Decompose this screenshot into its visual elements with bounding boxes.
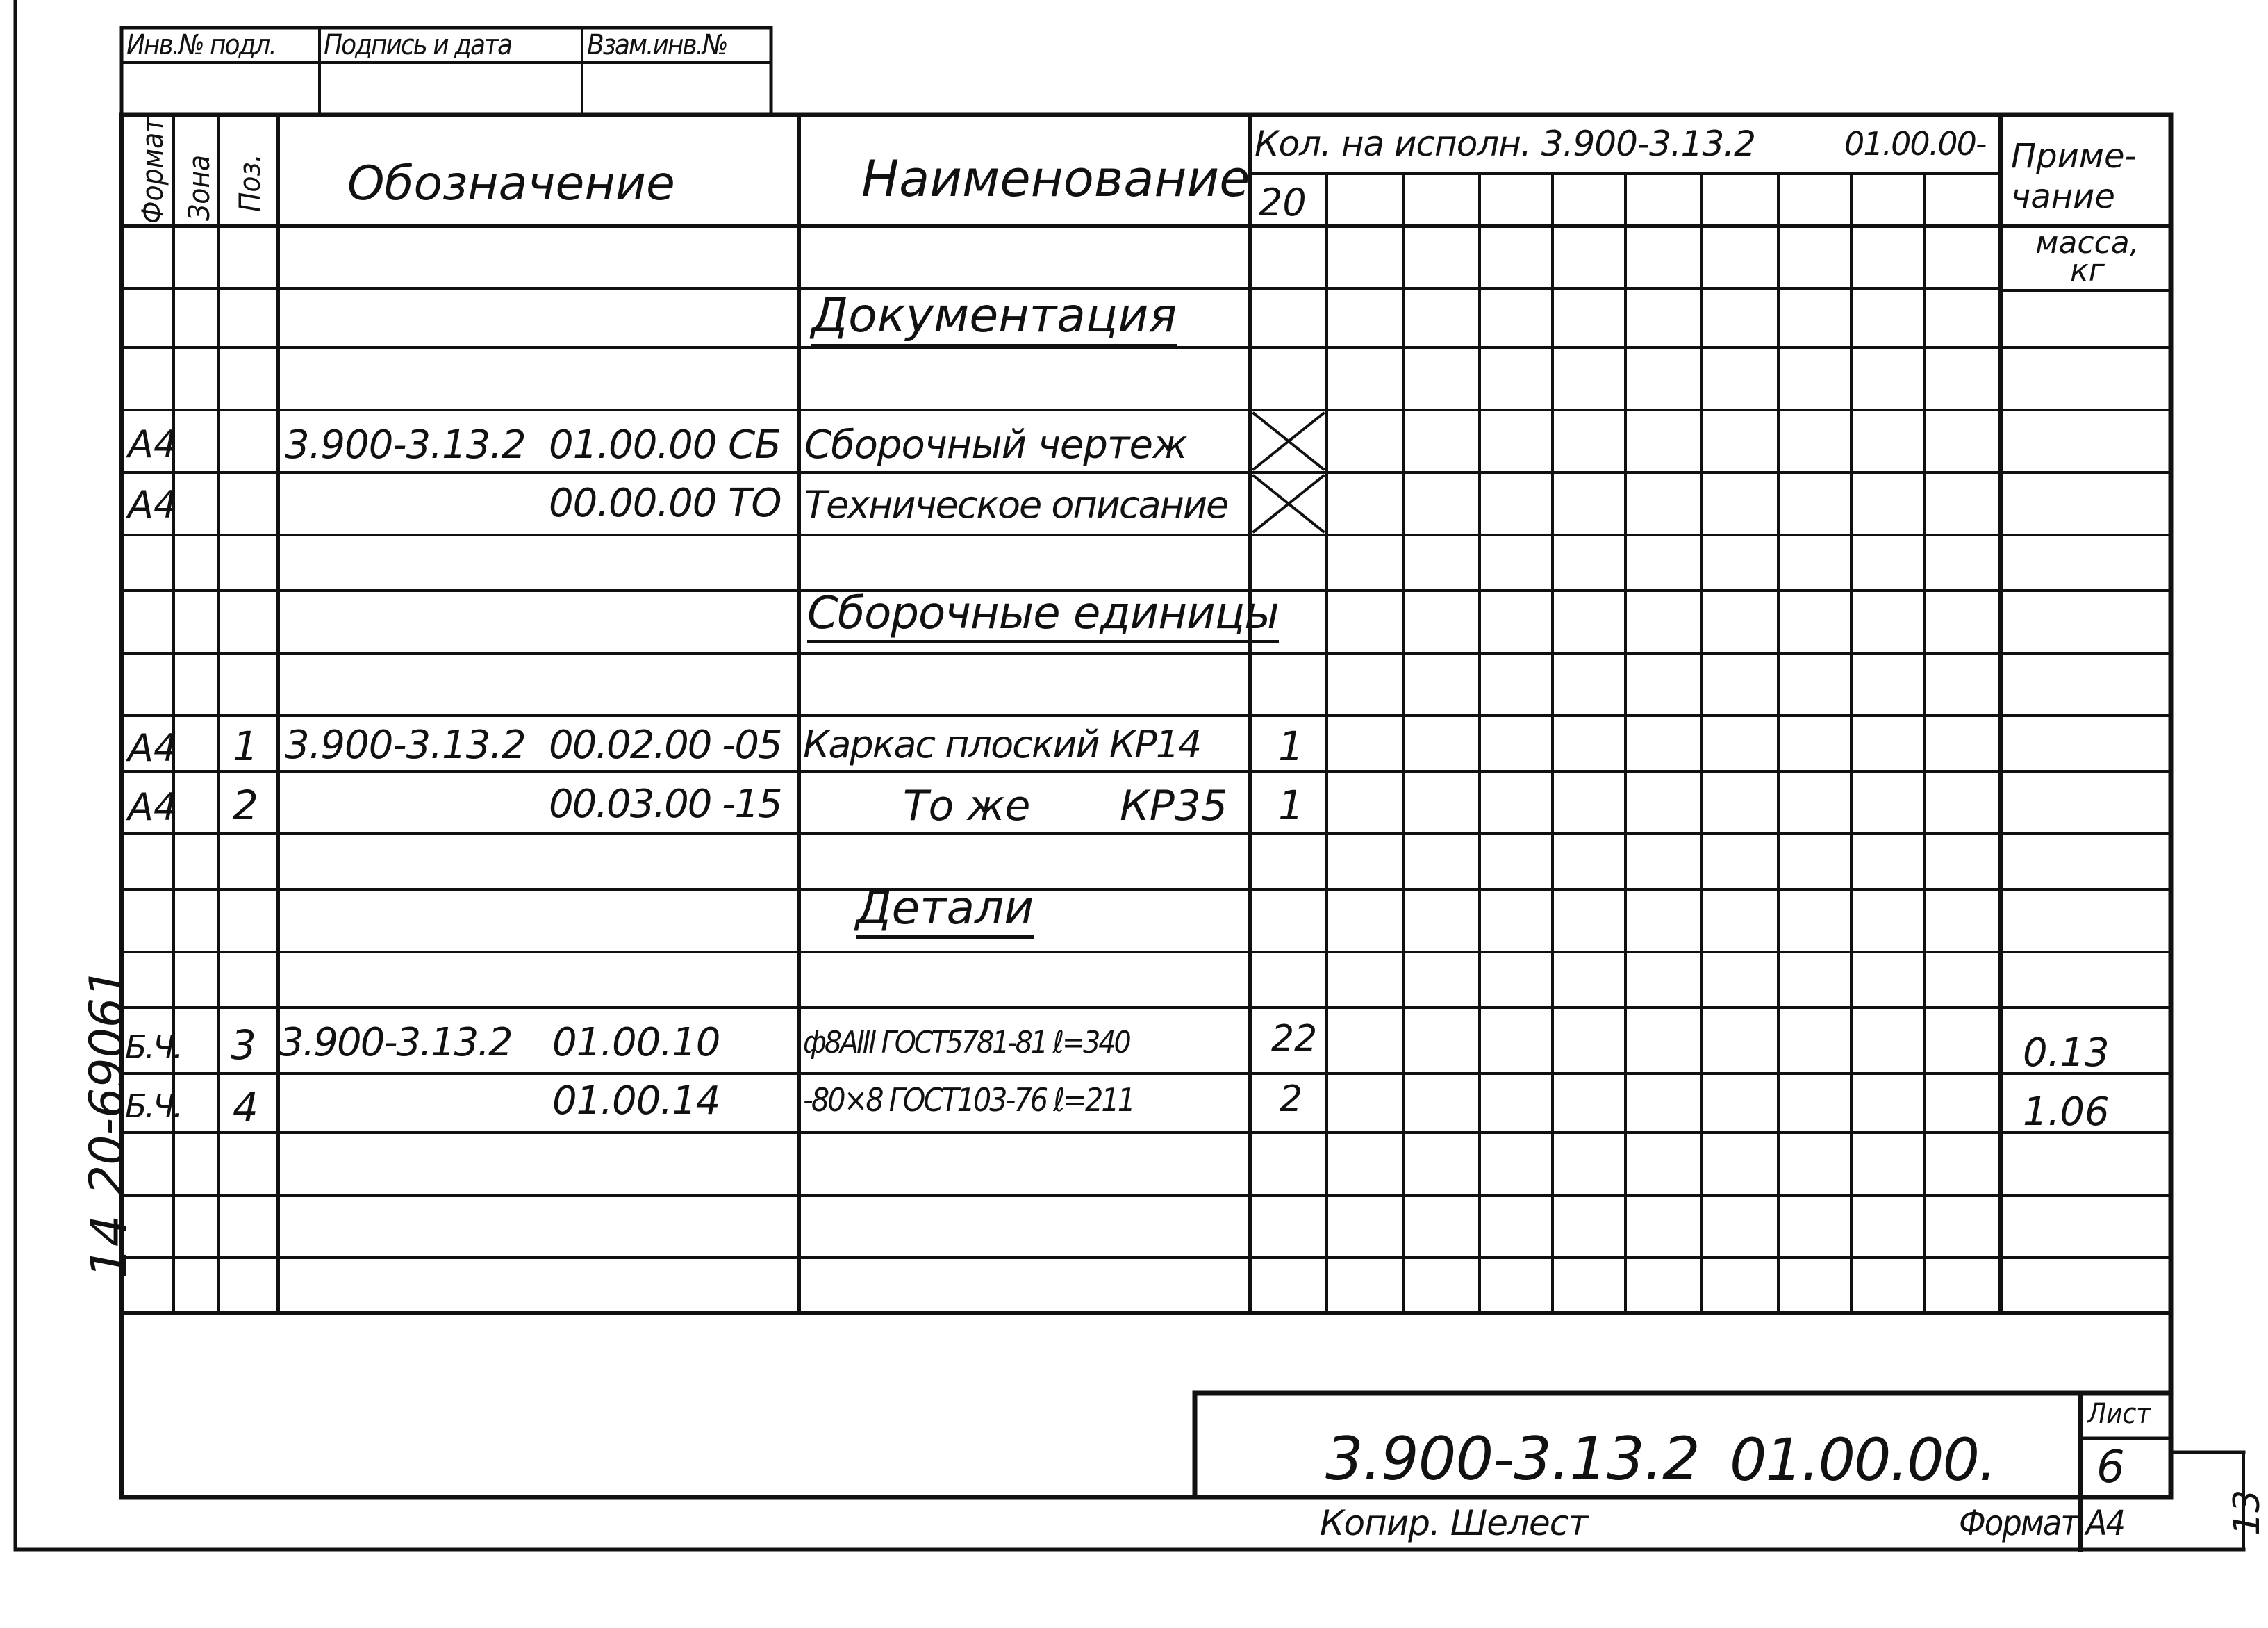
row3-name: Каркас плоский КР14 <box>803 723 1201 766</box>
header-primech: Приме-чание <box>2011 137 2137 216</box>
header-naimenovanie: Наименование <box>861 149 1250 208</box>
header-zona: Зона <box>182 154 216 221</box>
header-massa: масса, кг <box>2035 225 2139 288</box>
row4-designation2: 00.03.00 -15 <box>549 782 781 827</box>
row5-qty: 22 <box>1271 1018 1318 1060</box>
header-kol-title: Кол. на исполн. 3.900-3.13.2 <box>1255 124 1755 164</box>
stamp-inv-no: Инв.№ подл. <box>126 29 276 61</box>
side-number: 14 <box>80 1215 138 1278</box>
title-code: 01.00.00. <box>1730 1426 1996 1494</box>
row1-name: Сборочный чертеж <box>804 422 1187 468</box>
row3-format: А4 <box>128 726 178 770</box>
row1-designation2: 01.00.00 СБ <box>549 422 781 468</box>
section-assembly-units: Сборочные единицы <box>807 587 1279 643</box>
title-list-no: 6 <box>2096 1442 2125 1493</box>
row5-designation: 3.900-3.13.2 <box>279 1020 512 1065</box>
row4-format: А4 <box>128 785 178 829</box>
row5-format: Б.Ч. <box>125 1028 181 1066</box>
row2-designation2: 00.00.00 ТО <box>549 481 781 526</box>
row2-name: Техническое описание <box>804 483 1228 527</box>
side-code: 20-69061 <box>80 967 135 1195</box>
row6-pos: 4 <box>233 1084 258 1131</box>
row6-designation2: 01.00.14 <box>552 1078 720 1124</box>
title-list-label: Лист <box>2087 1398 2151 1430</box>
side-page-number: 13 <box>2226 1489 2268 1536</box>
stamp-sign-date: Подпись и дата <box>324 29 512 61</box>
row6-name: -80×8 ГОСТ103-76 ℓ=211 <box>803 1081 1134 1119</box>
stamp-vzam-inv: Взам.инв.№ <box>587 29 727 61</box>
row3-qty: 1 <box>1278 723 1304 770</box>
header-oboznachenie: Обозначение <box>347 156 675 211</box>
header-kol-first: 20 <box>1259 181 1307 224</box>
row6-mass: 1.06 <box>2023 1090 2110 1135</box>
row1-designation: 3.900-3.13.2 <box>285 422 526 468</box>
section-details: Детали <box>856 881 1034 939</box>
footer-format: Формат А4 <box>1959 1503 2125 1543</box>
row6-format: Б.Ч. <box>125 1087 181 1125</box>
row3-designation2: 00.02.00 -05 <box>549 723 781 768</box>
header-format: Формат <box>135 117 169 224</box>
row2-format: А4 <box>128 483 178 527</box>
row3-designation: 3.900-3.13.2 <box>285 723 526 768</box>
section-documentation: Документация <box>811 288 1177 347</box>
title-designation: 3.900-3.13.2 <box>1325 1424 1700 1494</box>
row4-qty: 1 <box>1278 782 1304 829</box>
row5-pos: 3 <box>231 1021 256 1069</box>
header-poz: Поз. <box>233 154 267 212</box>
row6-qty: 2 <box>1280 1078 1303 1120</box>
row3-pos: 1 <box>233 723 258 770</box>
row1-format: А4 <box>128 422 178 466</box>
header-kol-code: 01.00.00- <box>1844 125 1986 163</box>
row5-mass: 0.13 <box>2023 1030 2110 1076</box>
row4-pos: 2 <box>233 782 258 829</box>
row5-name: ф8АIII ГОСТ5781-81 ℓ=340 <box>803 1025 1129 1060</box>
row4-name2: КР35 <box>1120 782 1228 830</box>
footer-copied: Копир. Шелест <box>1320 1503 1588 1543</box>
row4-name: То же <box>903 782 1031 830</box>
row5-designation2: 01.00.10 <box>552 1020 720 1065</box>
